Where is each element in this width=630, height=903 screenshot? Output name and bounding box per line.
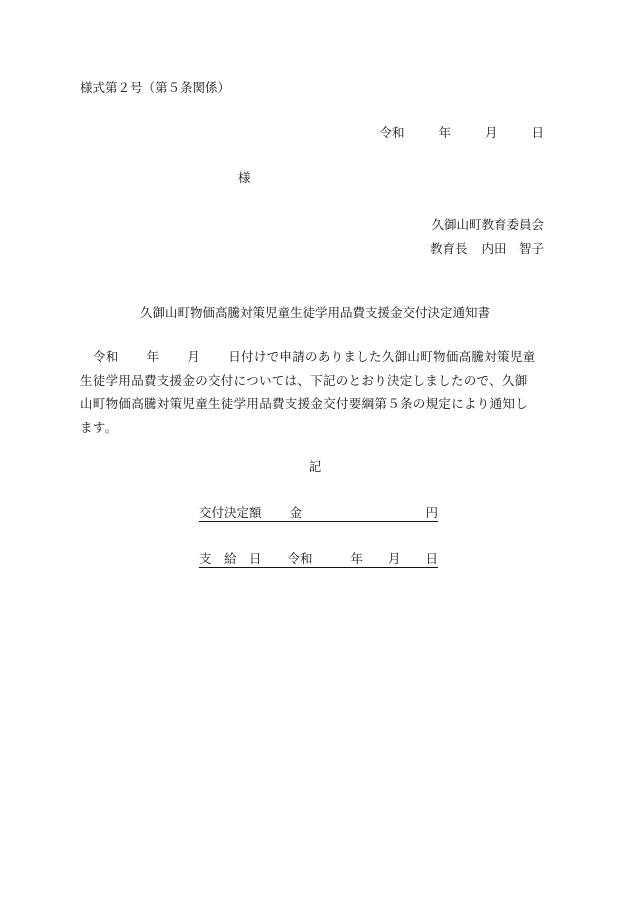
grant-amount-label: 交付決定額	[199, 505, 262, 520]
issuer-title-name-row	[430, 237, 544, 261]
document-title: 久御山町物価高騰対策児童生徒学用品費支援金交付決定通知書	[139, 305, 490, 320]
payment-era: 令和	[287, 551, 313, 566]
body-line-1	[80, 345, 550, 369]
date-day: 日	[531, 125, 544, 140]
payment-label: 支 給 日	[199, 551, 262, 566]
grant-amount-row	[199, 503, 438, 522]
form-number-label: 様式第２号（第５条関係）	[80, 80, 231, 95]
body-line-2: 生徒学用品費支援金の交付については、下記のとおり決定しましたので、久御	[80, 372, 528, 388]
payment-day: 日	[425, 551, 438, 566]
payment-date-row	[199, 549, 438, 568]
body-line-4: ます。	[80, 419, 118, 435]
issuer-title: 教育長	[429, 241, 468, 256]
payment-year: 年	[350, 551, 363, 566]
ki-heading: 記	[308, 459, 322, 474]
recipient-suffix: 様	[238, 170, 251, 185]
date-year: 年	[438, 125, 451, 140]
notice-date-line	[379, 125, 544, 141]
grant-amount-unit: 円	[425, 505, 438, 520]
body-month: 月	[187, 349, 201, 364]
date-era: 令和	[379, 125, 405, 140]
issuer-organization: 久御山町教育委員会	[431, 217, 544, 232]
body-era: 令和	[93, 349, 119, 364]
date-month: 月	[484, 125, 498, 140]
body-paragraph	[80, 345, 550, 439]
grant-amount-prefix: 金	[289, 505, 303, 520]
body-line-3: 山町物価高騰対策児童生徒学用品費支援金交付要綱第５条の規定により通知し	[80, 396, 529, 411]
issuer-block	[430, 213, 544, 261]
issuer-name: 内田 智子	[481, 241, 544, 256]
body-line-1-text: 日付けで申請のありました久御山町物価高騰対策児童	[228, 349, 536, 364]
payment-month: 月	[387, 551, 401, 566]
body-year: 年	[146, 349, 160, 364]
